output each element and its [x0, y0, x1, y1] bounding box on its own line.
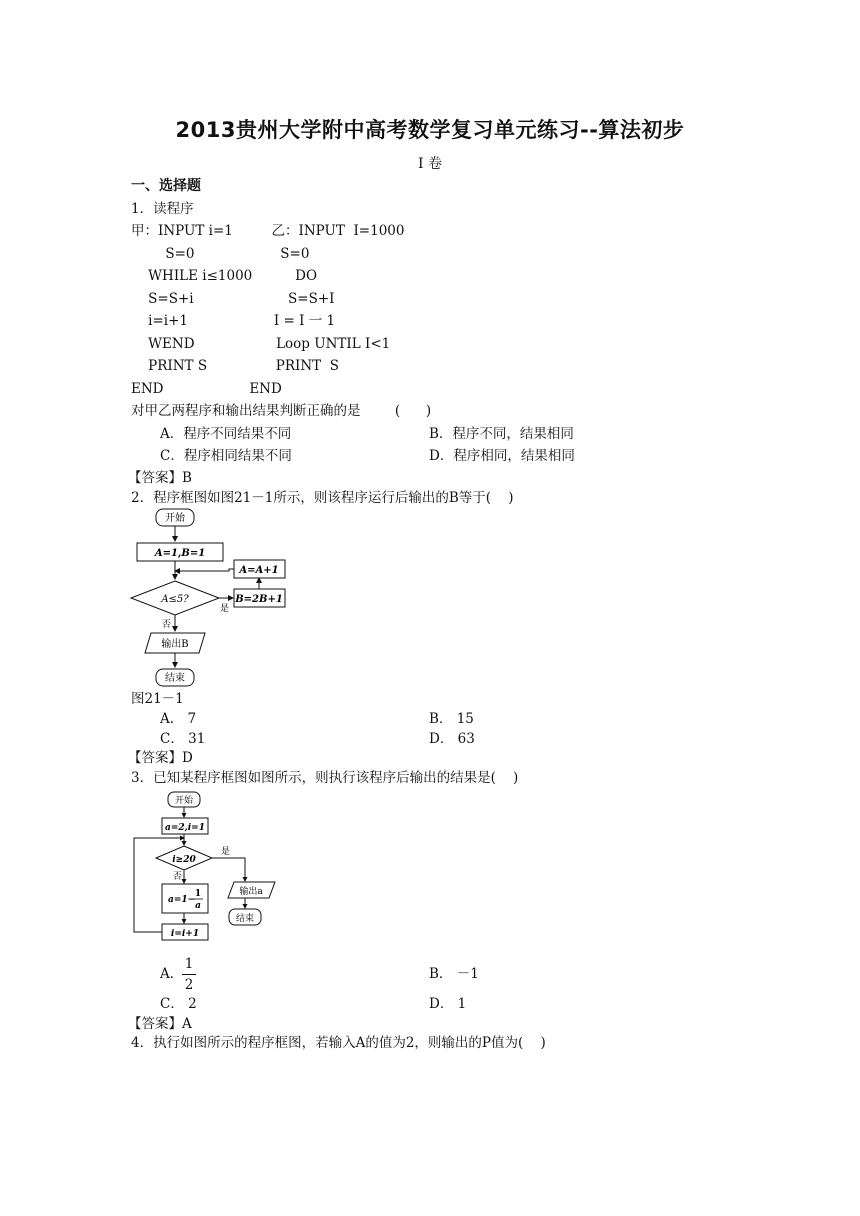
q1-code-line: S=0 S=0 — [131, 246, 310, 262]
q2-end-label: 结束 — [165, 673, 185, 684]
q2-output-label: 输出B — [161, 639, 189, 650]
q1-code-line: i=i+1 I = I 一 1 — [131, 313, 336, 329]
q1-option-a: A．程序不同结果不同 — [160, 426, 292, 442]
q2-flowchart — [125, 505, 295, 690]
q1-stem: 1．读程序 — [131, 201, 194, 217]
q3-output-label: 输出a — [239, 887, 263, 897]
q3-step-frac-den: a — [195, 901, 201, 911]
q2-option-b: B． 15 — [429, 711, 474, 727]
page-subtitle: I 卷 — [418, 156, 442, 172]
q1-code-line: PRINT S PRINT S — [131, 358, 339, 374]
q2-caption: 图21－1 — [131, 691, 184, 707]
q3-yes-label: 是 — [221, 847, 231, 857]
section-heading: 一、选择题 — [131, 178, 201, 194]
q3-cond-label: i≥20 — [172, 855, 196, 865]
q3-answer: 【答案】A — [128, 1016, 192, 1032]
q2-no-label: 否 — [162, 620, 172, 630]
q3-step-frac-num: 1 — [194, 889, 202, 899]
q2-yes-label: 是 — [220, 604, 230, 614]
q3-option-b: B． －1 — [429, 966, 479, 982]
q2-stem: 2．程序框图如图21－1所示，则该程序运行后输出的B等于( ) — [131, 490, 514, 506]
q1-code-line: S=S+i S=S+I — [131, 291, 335, 307]
q3-option-c: C． 2 — [160, 996, 197, 1012]
page-title: 2013贵州大学附中高考数学复习单元练习--算法初步 — [175, 118, 685, 142]
q2-start-label: 开始 — [165, 513, 185, 524]
q3-option-a-den: 2 — [184, 977, 194, 993]
q1-option-d: D．程序相同，结果相同 — [429, 448, 575, 464]
q3-no-label: 否 — [173, 872, 183, 882]
q2-option-c: C． 31 — [160, 731, 206, 747]
q3-stem: 3．已知某程序框图如图所示，则执行该程序后输出的结果是( ) — [131, 770, 519, 786]
q2-cond-label: A≤5? — [161, 594, 189, 605]
q2-option-d: D． 63 — [429, 731, 475, 747]
q1-answer: 【答案】B — [128, 470, 192, 486]
q4-stem: 4．执行如图所示的程序框图，若输入A的值为2，则输出的P值为( ) — [131, 1035, 546, 1051]
q1-code-line: 甲：INPUT i=1 乙：INPUT I=1000 — [131, 223, 405, 239]
q1-code-line: WEND Loop UNTIL I<1 — [131, 336, 391, 352]
q1-option-b: B．程序不同，结果相同 — [429, 426, 574, 442]
q2-step-a-label: A=A+1 — [239, 565, 279, 576]
q3-option-a-fraction — [182, 956, 196, 993]
q3-step-label: a=1− — [168, 895, 196, 905]
q2-option-a: A． 7 — [160, 711, 197, 727]
q3-flowchart — [128, 788, 288, 953]
q3-start-label: 开始 — [174, 796, 194, 806]
q2-answer: 【答案】D — [128, 750, 193, 766]
q1-code-line: WHILE i≤1000 DO — [131, 268, 318, 284]
q1-question: 对甲乙两程序和输出结果判断正确的是 ( ) — [131, 403, 432, 419]
q3-option-d: D． 1 — [429, 996, 467, 1012]
q3-option-a-label: A． — [160, 966, 184, 982]
q2-step-b-label: B=2B+1 — [235, 594, 283, 605]
q3-option-a-num: 1 — [184, 956, 194, 972]
q2-init-label: A=1,B=1 — [154, 548, 206, 559]
q1-option-c: C．程序相同结果不同 — [160, 448, 292, 464]
q3-step-i-label: i=i+1 — [170, 929, 200, 939]
q3-end-label: 结束 — [235, 914, 255, 924]
q3-init-label: a=2,i=1 — [165, 823, 205, 833]
q1-code-line: END END — [131, 381, 282, 397]
